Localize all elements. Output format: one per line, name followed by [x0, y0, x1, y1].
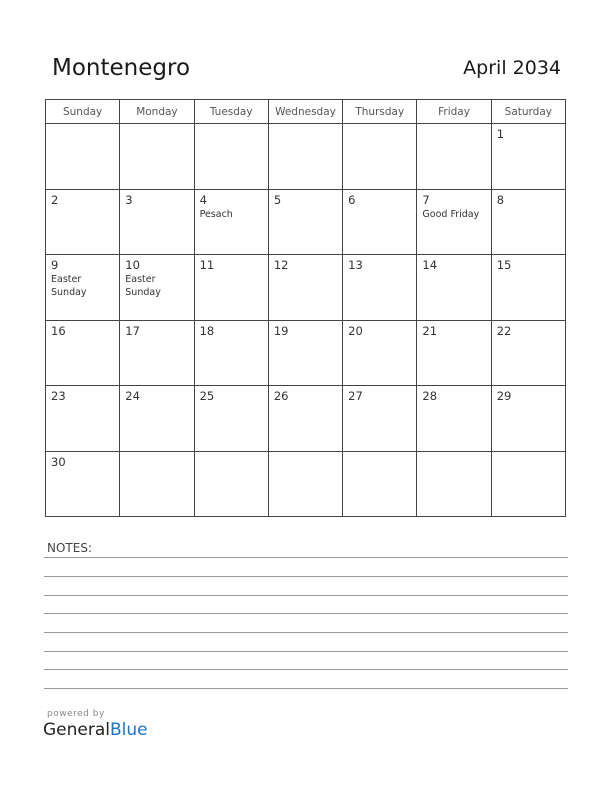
- day-cell: [120, 189, 194, 255]
- day-number: 25: [199, 389, 215, 403]
- holiday-label: [269, 272, 342, 273]
- holiday-label: [492, 403, 565, 404]
- day-cell: [194, 189, 268, 255]
- month-year-title: April 2034: [463, 57, 561, 79]
- day-cell: [491, 320, 565, 386]
- day-number: 4: [199, 192, 207, 207]
- weekday-header: Tuesday: [194, 100, 268, 124]
- day-number: 14: [422, 258, 438, 272]
- brand-logo: [43, 720, 148, 740]
- holiday-label: [46, 127, 119, 128]
- holiday-label: [492, 272, 565, 273]
- holiday-label: [269, 127, 342, 128]
- day-cell: [120, 320, 194, 386]
- holiday-label: Pesach: [199, 208, 233, 220]
- day-cell: [343, 189, 417, 255]
- brand-name-general: General: [43, 720, 110, 740]
- day-number: 29: [496, 389, 512, 403]
- day-number: 23: [51, 389, 66, 403]
- day-cell: [343, 255, 417, 321]
- holiday-label: [343, 455, 416, 456]
- notes-line: [44, 576, 568, 577]
- day-number: 12: [273, 258, 289, 272]
- holiday-label: Good Friday: [422, 208, 480, 220]
- holiday-label: [195, 127, 268, 128]
- holiday-label: [269, 455, 342, 456]
- day-cell: [120, 124, 194, 190]
- weekday-header: Sunday: [46, 100, 120, 124]
- day-number: 17: [125, 323, 140, 338]
- day-cell: [491, 386, 565, 452]
- day-cell: [194, 320, 268, 386]
- week-row: [46, 451, 566, 517]
- day-number: 27: [348, 389, 363, 403]
- holiday-label: [343, 338, 416, 339]
- holiday-label: [492, 338, 565, 339]
- holiday-label: [195, 338, 268, 339]
- holiday-label: [343, 127, 416, 128]
- notes-line: [44, 669, 568, 670]
- day-number: 21: [422, 323, 438, 338]
- day-cell: [194, 255, 268, 321]
- holiday-label: [343, 207, 416, 208]
- holiday-label: [269, 403, 342, 404]
- day-number: 18: [199, 323, 215, 338]
- holiday-label: [492, 207, 565, 208]
- holiday-label: [120, 403, 193, 404]
- notes-line: [44, 651, 568, 652]
- day-number: 9: [51, 258, 59, 272]
- day-cell: [417, 386, 491, 452]
- notes-line: [44, 595, 568, 596]
- week-row: [46, 124, 566, 190]
- day-cell: [268, 189, 342, 255]
- day-cell: [46, 451, 120, 517]
- day-number: 7: [422, 192, 430, 207]
- day-cell: [268, 255, 342, 321]
- day-number: 19: [273, 323, 289, 338]
- day-number: 26: [273, 389, 289, 403]
- day-cell: [417, 124, 491, 190]
- week-row: [46, 255, 566, 321]
- holiday-label: [269, 338, 342, 339]
- holiday-label: [120, 127, 193, 128]
- day-number: 5: [273, 192, 282, 207]
- day-cell: [120, 386, 194, 452]
- day-number: 11: [199, 258, 215, 272]
- day-cell: [343, 124, 417, 190]
- notes-line: [44, 613, 568, 614]
- day-cell: [120, 255, 194, 321]
- day-number: 2: [51, 192, 59, 207]
- holiday-label: [417, 272, 490, 273]
- day-cell: [491, 255, 565, 321]
- day-number: 8: [496, 192, 505, 207]
- holiday-label: [417, 127, 490, 128]
- day-cell: [268, 320, 342, 386]
- day-number: 15: [496, 258, 512, 272]
- holiday-label: [120, 455, 193, 456]
- day-cell: [268, 386, 342, 452]
- day-cell: [120, 451, 194, 517]
- day-number: 13: [348, 258, 363, 272]
- day-cell: [417, 255, 491, 321]
- notes-line: [44, 688, 568, 689]
- day-cell: [268, 451, 342, 517]
- holiday-label: [46, 469, 119, 470]
- holiday-label: [120, 338, 193, 339]
- weekday-header: Saturday: [491, 100, 565, 124]
- notes-label: NOTES:: [47, 541, 92, 555]
- notes-line: [44, 557, 568, 558]
- brand-name-blue: Blue: [110, 720, 148, 740]
- day-cell: [194, 451, 268, 517]
- day-cell: [194, 124, 268, 190]
- holiday-label: [417, 338, 490, 339]
- day-cell: [46, 320, 120, 386]
- day-cell: [491, 451, 565, 517]
- day-number: 28: [422, 389, 438, 403]
- day-number: 30: [51, 454, 66, 469]
- day-cell: [46, 386, 120, 452]
- holiday-label: [46, 207, 119, 208]
- day-cell: [194, 386, 268, 452]
- day-number: 10: [125, 258, 140, 272]
- holiday-label: [417, 455, 490, 456]
- holiday-label: [120, 207, 193, 208]
- weekday-header: Monday: [120, 100, 194, 124]
- weekday-header: Friday: [417, 100, 491, 124]
- holiday-label: [492, 455, 565, 456]
- day-number: 16: [51, 323, 66, 338]
- weekday-header-row: [46, 100, 566, 124]
- week-row: [46, 189, 566, 255]
- day-cell: [343, 320, 417, 386]
- day-number: 22: [496, 323, 512, 338]
- holiday-label: [492, 141, 565, 142]
- holiday-label: [343, 272, 416, 273]
- week-row: [46, 386, 566, 452]
- day-cell: [491, 124, 565, 190]
- weekday-header: Wednesday: [268, 100, 342, 124]
- holiday-label: Easter Sunday: [125, 274, 161, 298]
- day-number: 1: [496, 127, 505, 141]
- holiday-label: [417, 403, 490, 404]
- holiday-label: [46, 338, 119, 339]
- holiday-label: [195, 455, 268, 456]
- notes-line: [44, 632, 568, 633]
- day-cell: [491, 189, 565, 255]
- day-cell: [46, 124, 120, 190]
- day-number: 3: [125, 192, 133, 207]
- day-cell: [268, 124, 342, 190]
- powered-by-label: powered by: [47, 709, 105, 719]
- day-cell: [417, 451, 491, 517]
- holiday-label: [46, 403, 119, 404]
- day-cell: [343, 386, 417, 452]
- day-number: 20: [348, 323, 363, 338]
- day-number: 6: [348, 192, 356, 207]
- week-row: [46, 320, 566, 386]
- day-cell: [46, 189, 120, 255]
- holiday-label: [195, 272, 268, 273]
- holiday-label: [269, 207, 342, 208]
- day-cell: [343, 451, 417, 517]
- day-number: 24: [125, 389, 140, 403]
- holiday-label: [343, 403, 416, 404]
- day-cell: [417, 320, 491, 386]
- weekday-header: Thursday: [343, 100, 417, 124]
- day-cell: [46, 255, 120, 321]
- holiday-label: [195, 403, 268, 404]
- calendar-grid: [45, 99, 566, 517]
- holiday-label: Easter Sunday: [51, 274, 87, 298]
- day-cell: [417, 189, 491, 255]
- country-title: Montenegro: [52, 55, 191, 81]
